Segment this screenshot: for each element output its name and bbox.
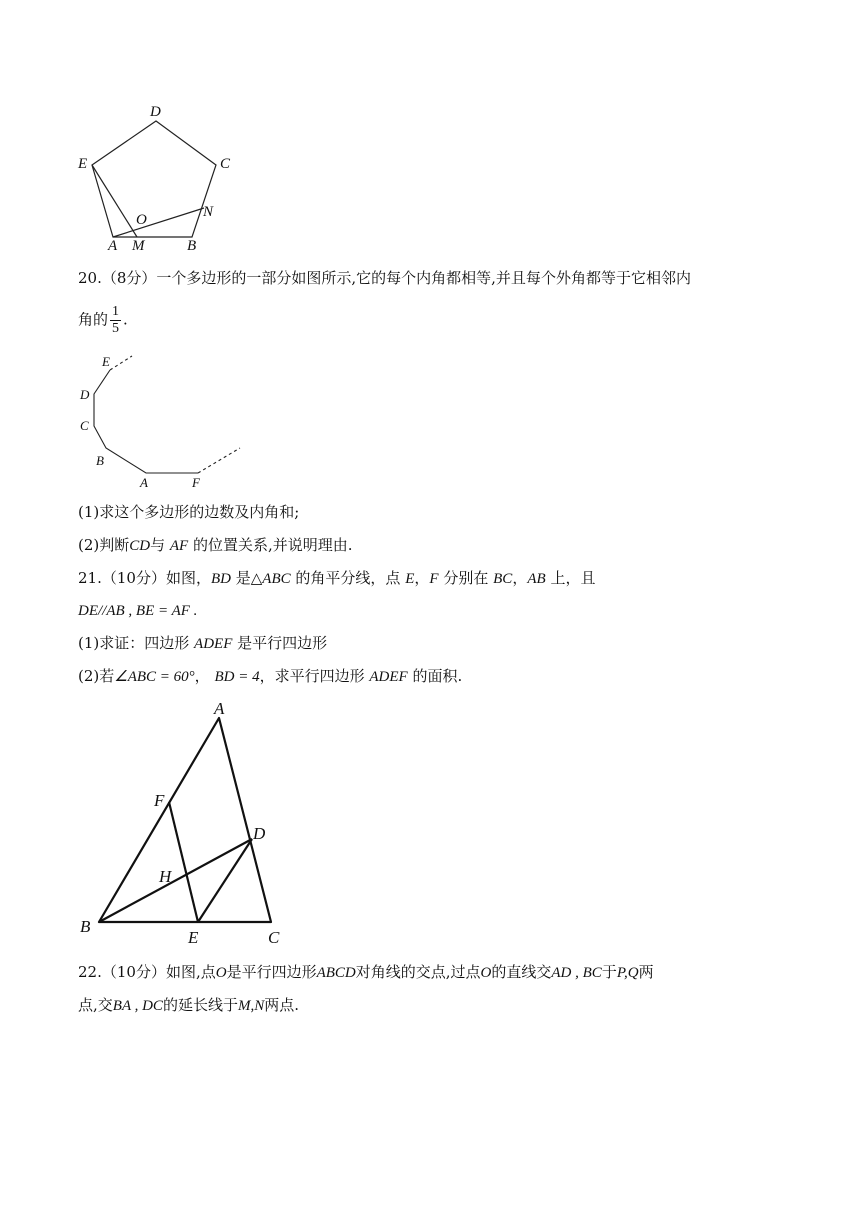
point-o-2: O (480, 965, 492, 981)
q21-text-c: 的角平分线，点 (295, 569, 401, 587)
segment-ba: BA (112, 998, 131, 1014)
label-a: A (140, 475, 148, 490)
pentagon-outline (92, 121, 216, 237)
q22-intro: 22.（10分）如图,点 (78, 963, 216, 981)
bd-length: BD = 4 (214, 669, 260, 685)
points-mn: M,N (237, 998, 265, 1014)
q20-line2 (78, 304, 128, 337)
q21-line1 (78, 568, 595, 589)
label-n: N (203, 204, 214, 220)
q22-sep: , (571, 965, 583, 981)
q21-part2 (78, 666, 462, 687)
segment-fe (169, 802, 198, 922)
segment-dc: DC (142, 998, 163, 1014)
label-b: B (187, 238, 197, 254)
fraction-numerator: 1 (112, 304, 120, 319)
label-e: E (78, 156, 88, 172)
q21-part2-b: ， (194, 667, 210, 685)
q21-text-b: 是△ (235, 569, 263, 587)
q22-text-d: 的直线交 (491, 963, 552, 981)
label-c: C (268, 928, 280, 947)
pentagon-figure (70, 98, 250, 258)
q22-text-c: 对角线的交点,过点 (355, 963, 481, 981)
q22-line2-c: 两点. (264, 996, 299, 1014)
polygon-edges (94, 370, 198, 473)
q21-part1-b: 是平行四边形 (237, 634, 328, 652)
triangle-abc-outline (99, 718, 271, 922)
q20-part2 (78, 535, 353, 556)
q21-part2-d: 的面积. (412, 667, 463, 685)
q20-line1: 20.（8分）一个多边形的一部分如图所示,它的每个内角都相等,并且每个外角都等于它相邻内 (78, 269, 691, 287)
segment-cd: CD (129, 538, 151, 554)
q20-part1: (1)求这个多边形的边数及内角和; (78, 503, 300, 521)
label-b: B (96, 453, 104, 468)
q22-text-b: 是平行四边形 (226, 963, 317, 981)
dashed-extension-e (110, 356, 132, 370)
fraction-one-fifth (110, 304, 121, 337)
segment-bd-line (99, 839, 252, 922)
polygon-part-figure (74, 350, 254, 490)
point-f: F (429, 571, 439, 587)
q22-line2-b: 的延长线于 (162, 996, 238, 1014)
point-e: E (405, 571, 415, 587)
segment-em (92, 165, 137, 237)
label-a: A (214, 699, 225, 718)
q21-comma2: ， (512, 569, 528, 587)
q22-text-f: 两 (638, 963, 654, 981)
q22-line2 (78, 995, 299, 1016)
label-d: D (253, 824, 266, 843)
q21-condition: DE//AB , BE = AF . (78, 603, 198, 619)
segment-bc: BC (493, 571, 513, 587)
q22-sep2: , (130, 998, 143, 1014)
label-m: M (132, 238, 145, 254)
triangle-figure (72, 696, 302, 950)
label-c: C (220, 156, 231, 172)
segment-an (113, 208, 204, 237)
label-c: C (80, 418, 89, 433)
quad-adef: ADEF (194, 636, 233, 652)
label-e: E (102, 354, 110, 369)
q20-part2-pre: (2)判断 (78, 536, 130, 554)
segment-ad: AD (551, 965, 572, 981)
points-pq: P,Q (616, 965, 639, 981)
q21-part2-c: ，求平行四边形 (259, 667, 365, 685)
label-a: A (108, 238, 118, 254)
q21-comma: ， (414, 569, 430, 587)
q20-part2-mid: 与 (150, 536, 166, 554)
q20-part2-post: 的位置关系,并说明理由. (193, 536, 353, 554)
label-f: F (192, 475, 200, 490)
q21-text-e: 上，且 (550, 569, 596, 587)
fraction-denominator: 5 (112, 321, 120, 336)
segment-bd: BD (210, 571, 231, 587)
q21-part2-a: (2)若 (78, 667, 115, 685)
q20-line2-pre: 角的 (78, 310, 109, 329)
segment-ab: AB (527, 571, 546, 587)
dashed-extension-f (198, 448, 240, 473)
angle-abc: ∠ABC = 60° (114, 669, 195, 685)
quad-adef-2: ADEF (369, 669, 408, 685)
label-e: E (188, 928, 199, 947)
q21-part1 (78, 633, 327, 654)
segment-de (198, 839, 252, 922)
q21-intro: 21.（10分）如图， (78, 569, 211, 587)
parallelogram-abcd: ABCD (316, 965, 356, 981)
segment-af: AF (169, 538, 189, 554)
label-b: B (80, 917, 91, 936)
q20-line2-post: . (123, 310, 128, 329)
q22-line1 (78, 962, 654, 983)
segment-bc-q22: BC (582, 965, 602, 981)
point-o: O (215, 965, 227, 981)
label-d: D (150, 104, 161, 120)
q22-line2-a: 点,交 (78, 996, 113, 1014)
q21-text-d: 分别在 (443, 569, 489, 587)
label-h: H (159, 867, 172, 886)
triangle-abc: ABC (262, 571, 291, 587)
q22-text-e: 于 (601, 963, 617, 981)
label-f: F (154, 791, 165, 810)
label-d: D (80, 387, 90, 402)
label-o: O (136, 212, 147, 228)
q21-part1-a: (1)求证：四边形 (78, 634, 190, 652)
